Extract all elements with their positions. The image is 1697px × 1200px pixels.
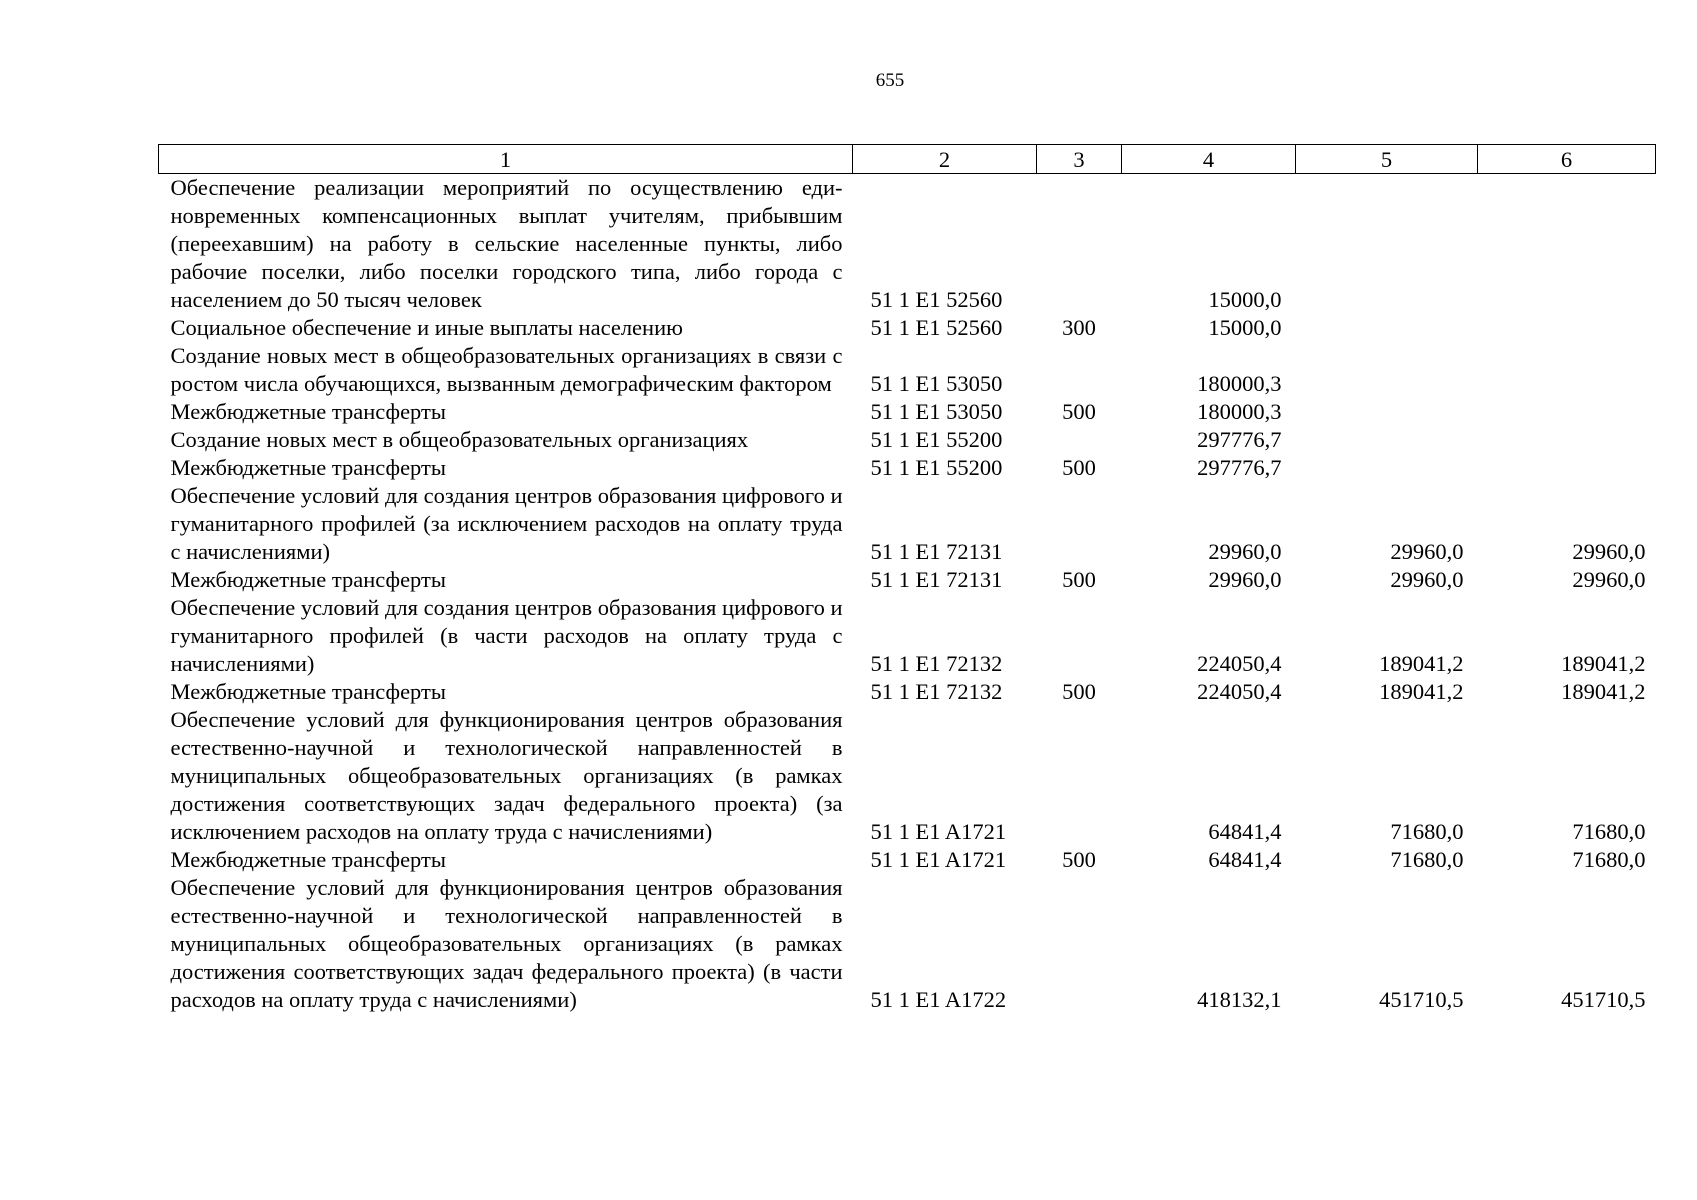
row-code: 51 1 E1 55200	[870, 427, 1003, 452]
row-code: 51 1 E1 53050	[870, 371, 1003, 396]
row-expense-type: 500	[1062, 847, 1096, 872]
row-name: Межбюджетные трансферты	[170, 455, 446, 480]
budget-table	[158, 144, 1656, 1014]
row-value-6: 189041,2	[1561, 679, 1646, 704]
row-value-6	[1478, 342, 1656, 398]
row-expense-type	[1037, 426, 1122, 454]
row-value-4: 180000,3	[1197, 371, 1282, 396]
row-value-4: 224050,4	[1197, 679, 1282, 704]
row-value-6	[1478, 398, 1656, 426]
row-value-5: 189041,2	[1379, 651, 1464, 676]
row-expense-type: 500	[1062, 679, 1096, 704]
header-row	[159, 145, 1656, 174]
row-expense-type: 500	[1062, 399, 1096, 424]
row-code: 51 1 E1 52560	[870, 287, 1003, 312]
table-header	[159, 145, 1656, 174]
row-name: Обеспечение условий для создания центров образования цифрового и гуманитарного профилей (за исключением расходов на оплату труда с начислениями)	[170, 483, 843, 564]
row-value-5	[1296, 174, 1478, 315]
table-row	[159, 678, 1656, 706]
row-value-4: 297776,7	[1197, 427, 1282, 452]
row-name: Социальное обеспечение и иные выплаты населению	[170, 315, 683, 340]
row-value-6: 189041,2	[1561, 651, 1646, 676]
row-code: 51 1 E1 72132	[870, 679, 1003, 704]
row-code: 51 1 E1 A1722	[870, 987, 1007, 1012]
table-body	[159, 174, 1656, 1015]
table-row	[159, 314, 1656, 342]
row-expense-type	[1037, 706, 1122, 846]
column-header-5: 5	[1296, 145, 1478, 174]
row-value-4: 297776,7	[1197, 455, 1282, 480]
column-header-3: 3	[1037, 145, 1122, 174]
row-value-5	[1296, 454, 1478, 482]
row-value-6	[1478, 426, 1656, 454]
row-value-5: 71680,0	[1390, 819, 1464, 844]
row-name: Обеспечение условий для функционирования центров образования естественно-научной и технологической направленностей в муниципальных общеобразовательных организациях (в рамках достижения соответствующих задач федерального проекта) (за исключением расходов на оплату труда с начислениями)	[170, 707, 843, 844]
table-row	[159, 342, 1656, 398]
row-name: Создание новых мест в общеобразовательных организациях	[170, 427, 749, 452]
column-header-4: 4	[1122, 145, 1296, 174]
table-row	[159, 426, 1656, 454]
row-expense-type: 500	[1062, 455, 1096, 480]
row-expense-type	[1037, 174, 1122, 315]
table-row	[159, 566, 1656, 594]
row-value-4: 15000,0	[1208, 315, 1282, 340]
row-code: 51 1 E1 72131	[870, 567, 1003, 592]
row-value-5: 29960,0	[1390, 539, 1464, 564]
row-code: 51 1 E1 A1721	[870, 847, 1007, 872]
table-row	[159, 874, 1656, 1014]
row-value-4: 29960,0	[1208, 567, 1282, 592]
row-expense-type	[1037, 874, 1122, 1014]
row-expense-type: 300	[1062, 315, 1096, 340]
row-value-5: 29960,0	[1390, 567, 1464, 592]
row-value-4: 29960,0	[1208, 539, 1282, 564]
row-value-4: 224050,4	[1197, 651, 1282, 676]
row-name: Межбюджетные трансферты	[170, 399, 446, 424]
row-code: 51 1 E1 53050	[870, 399, 1003, 424]
table-row	[159, 594, 1656, 678]
row-code: 51 1 E1 55200	[870, 455, 1003, 480]
row-code: 51 1 E1 A1721	[870, 819, 1007, 844]
row-value-5	[1296, 314, 1478, 342]
row-expense-type	[1037, 594, 1122, 678]
row-value-4: 64841,4	[1208, 819, 1282, 844]
table-row	[159, 706, 1656, 846]
page-number: 655	[875, 70, 905, 91]
column-header-1: 1	[159, 145, 853, 174]
row-name: Межбюджетные трансферты	[170, 847, 446, 872]
row-code: 51 1 E1 72132	[870, 651, 1003, 676]
row-code: 51 1 E1 52560	[870, 315, 1003, 340]
row-value-6: 451710,5	[1561, 987, 1646, 1012]
row-expense-type	[1037, 482, 1122, 566]
column-header-2: 2	[853, 145, 1037, 174]
row-expense-type	[1037, 342, 1122, 398]
row-name: Обеспечение реализации мероприятий по осуществлению единовременных компенсационных выплат учителям, прибывшим (переехавшим) на работу в сельские населенные пункты, либо рабочие поселки, либо поселки городского типа, либо города с населением до 50 тысяч человек	[170, 175, 843, 312]
table-row	[159, 482, 1656, 566]
row-value-6: 29960,0	[1572, 539, 1646, 564]
row-value-5: 71680,0	[1390, 847, 1464, 872]
row-value-5	[1296, 342, 1478, 398]
row-name: Обеспечение условий для функционирования центров образования естественно-научной и технологической направленностей в муниципальных общеобразовательных организациях (в рамках достижения соответствующих задач федерального проекта) (в части расходов на оплату труда с начислениями)	[170, 875, 843, 1012]
row-value-4: 64841,4	[1208, 847, 1282, 872]
row-value-6: 71680,0	[1572, 819, 1646, 844]
row-value-5	[1296, 398, 1478, 426]
row-value-6	[1478, 454, 1656, 482]
row-name: Создание новых мест в общеобразовательных организациях в связи с ростом числа обучающихся, вызванным демографическим фактором	[170, 343, 843, 396]
row-name: Обеспечение условий для создания центров образования цифрового и гуманитарного профилей (в части расходов на оплату труда с начислениями)	[170, 595, 843, 676]
table-row	[159, 398, 1656, 426]
row-name: Межбюджетные трансферты	[170, 567, 446, 592]
row-code: 51 1 E1 72131	[870, 539, 1003, 564]
table-row	[159, 846, 1656, 874]
table-row	[159, 174, 1656, 315]
row-value-5	[1296, 426, 1478, 454]
row-value-6: 71680,0	[1572, 847, 1646, 872]
row-value-5: 189041,2	[1379, 679, 1464, 704]
row-value-4: 15000,0	[1208, 287, 1282, 312]
row-expense-type: 500	[1062, 567, 1096, 592]
row-value-6	[1478, 314, 1656, 342]
row-value-6: 29960,0	[1572, 567, 1646, 592]
table-row	[159, 454, 1656, 482]
row-name: Межбюджетные трансферты	[170, 679, 446, 704]
row-value-4: 418132,1	[1197, 987, 1282, 1012]
row-value-6	[1478, 174, 1656, 315]
column-header-6: 6	[1478, 145, 1656, 174]
row-value-5: 451710,5	[1379, 987, 1464, 1012]
row-value-4: 180000,3	[1197, 399, 1282, 424]
